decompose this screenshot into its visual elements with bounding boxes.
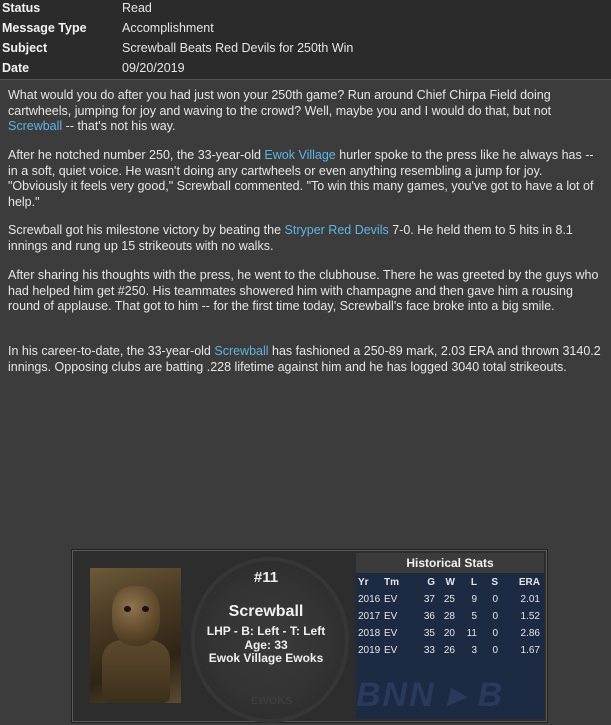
stats-cell: EV [384, 645, 398, 656]
stats-header-g: G [427, 577, 435, 588]
status-label: Status [2, 1, 41, 15]
article-body [0, 79, 611, 725]
message-type-label: Message Type [2, 21, 87, 35]
stats-cell: 28 [443, 611, 455, 622]
stats-cell: 36 [423, 611, 435, 622]
p5-text-a: In his career-to-date, the 33-year-old [8, 344, 215, 358]
stats-cell: 0 [492, 594, 498, 605]
stats-cell: 2016 [358, 594, 381, 605]
stats-cell: 25 [443, 594, 455, 605]
stats-cell: 0 [492, 645, 498, 656]
stats-cell: 2.86 [520, 628, 540, 639]
stats-cell: 2018 [358, 628, 381, 639]
message-type-value: Accomplishment [122, 21, 214, 35]
stats-cell: 33 [423, 645, 435, 656]
stats-cell: EV [384, 628, 398, 639]
p2-text-a: After he notched number 250, the 33-year-old [8, 148, 265, 162]
player-photo[interactable] [90, 568, 181, 703]
opponent-link[interactable]: Stryper Red Devils [284, 223, 389, 237]
photo-eye [124, 606, 131, 612]
stats-header-yr: Yr [358, 577, 369, 588]
stats-cell: 2019 [358, 645, 381, 656]
stats-cell: 9 [471, 594, 477, 605]
stats-cell: 0 [492, 628, 498, 639]
subject-label: Subject [2, 41, 48, 55]
p2-text-b: hurler spoke to the press like he always has -- in a soft, quiet voice. He wasn't doing any cartwheels or even anything resembling a jump for joy. "Obviously it feels very good," Screwball commented. "To win this many games, you've got to have a lot of help." [8, 148, 594, 209]
p3-text-b: 7-0. He held them to 5 hits in 8.1 innings and rung up 15 strikeouts with no walks. [8, 223, 573, 253]
player-link-2[interactable]: Screwball [214, 344, 269, 358]
player-age: Age: 33 [244, 638, 288, 652]
article-paragraph-4: After sharing his thoughts with the press, he went to the clubhouse. There he was greeted by the guys who had helped him get #250. His teammates showered him with champagne and then gave him a rousing round of applause. That got to him -- for the first time today, Screwball's face broke into a big smile. [8, 268, 599, 313]
player-bats-throws: LHP - B: Left - T: Left [206, 624, 326, 638]
message-header [0, 0, 611, 79]
stats-header-era: ERA [518, 577, 540, 588]
stats-watermark: BNN ▸ B [356, 676, 505, 714]
status-value: Read [122, 1, 152, 15]
article-paragraph-3 [8, 223, 602, 254]
p1-text-b: -- that's not his way. [62, 119, 176, 133]
p3-text-a: Screwball got his milestone victory by beating the [8, 223, 285, 237]
p5-text-b: has fashioned a 250-89 mark, 2.03 ERA and thrown 3140.2 innings. Opposing clubs are batting .228 lifetime against him and he has logged 3040 total strikeouts. [8, 344, 601, 374]
subject-value: Screwball Beats Red Devils for 250th Win [122, 41, 354, 55]
historical-stats-title: Historical Stats [356, 553, 544, 573]
stats-cell: 37 [423, 594, 435, 605]
stats-cell: 3 [471, 645, 477, 656]
message-type-row [0, 18, 611, 38]
article-paragraph-2 [8, 148, 602, 210]
player-team[interactable]: Ewok Village Ewoks [208, 651, 324, 665]
stats-cell: 11 [466, 628, 477, 639]
stats-header-tm: Tm [384, 577, 399, 588]
stats-header-l: L [470, 577, 477, 588]
article-paragraph-1 [8, 88, 602, 135]
team-emblem-text: EWOKS [251, 695, 293, 707]
stats-header-w: W [445, 577, 455, 588]
date-value: 09/20/2019 [122, 61, 185, 75]
team-link[interactable]: Ewok Village [264, 148, 336, 162]
article-paragraph-5 [8, 344, 602, 375]
stats-cell: 5 [471, 611, 477, 622]
photo-eye [142, 606, 149, 612]
player-link[interactable]: Screwball [8, 119, 63, 133]
stats-cell: 20 [443, 628, 455, 639]
date-row [0, 58, 611, 78]
subject-row [0, 38, 611, 58]
stats-cell: 26 [443, 645, 455, 656]
photo-face [112, 586, 160, 646]
status-row [0, 0, 611, 18]
player-number: #11 [253, 569, 279, 586]
stats-cell: 1.67 [520, 645, 540, 656]
player-card [72, 550, 547, 722]
date-label: Date [2, 61, 30, 75]
stats-header-s: S [491, 577, 498, 588]
stats-cell: 2.01 [520, 594, 540, 605]
stats-cell: 0 [492, 611, 498, 622]
historical-stats-panel [356, 553, 544, 719]
stats-cell: 35 [423, 628, 435, 639]
player-name[interactable]: Screwball [228, 603, 304, 620]
stats-cell: EV [384, 611, 398, 622]
stats-cell: 2017 [358, 611, 381, 622]
stats-cell: EV [384, 594, 398, 605]
stats-cell: 1.52 [520, 611, 540, 622]
photo-body [102, 640, 170, 703]
p1-text-a: What would you do after you had just won your 250th game? Run around Chief Chirpa Field doing cartwheels, jumping for joy and waving to the crowd? Well, maybe you and I would do that, but not [8, 88, 552, 118]
